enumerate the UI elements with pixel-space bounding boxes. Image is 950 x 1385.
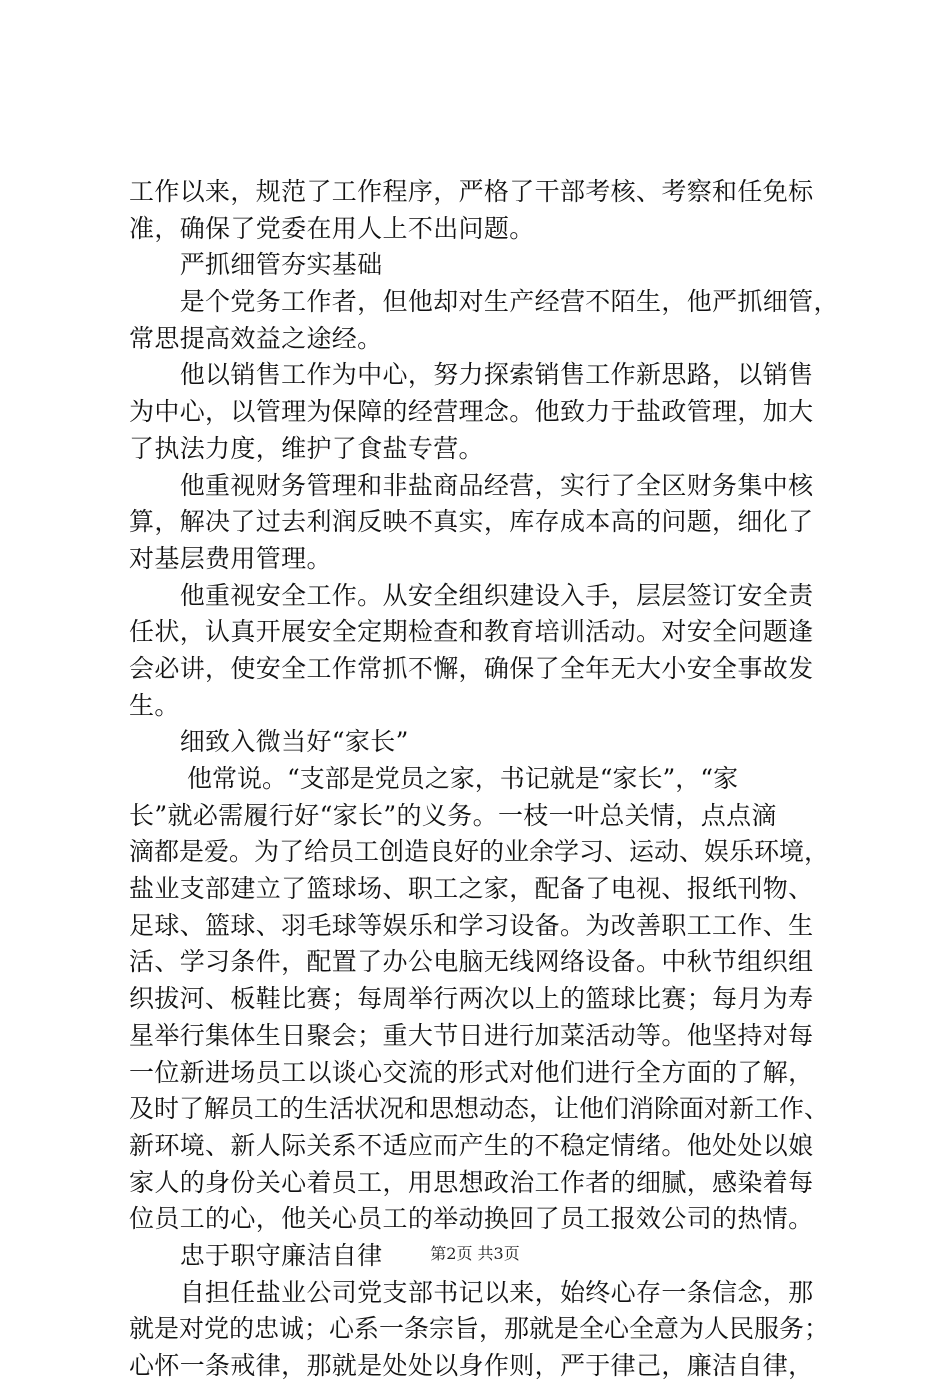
text-line: 就是对党的忠诚；心系一条宗旨，那就是全心全意为人民服务；	[129, 1314, 830, 1344]
text-line: 生。	[129, 690, 180, 720]
text-line: 足球、篮球、羽毛球等娱乐和学习设备。为改善职工工作、生	[129, 910, 814, 940]
text-line: 自担任盐业公司党支部书记以来，始终心存一条信念，那	[129, 1277, 814, 1307]
text-line: 是个党务工作者，但他却对生产经营不陌生，他严抓细管，	[129, 287, 839, 317]
text-line: 他以销售工作为中心，努力探索销售工作新思路，以销售	[129, 360, 814, 390]
text-line: 滴都是爱。为了给员工创造良好的业余学习、运动、娱乐环境，	[129, 837, 830, 867]
text-line: 位员工的心，他关心员工的举动换回了员工报效公司的热情。	[129, 1204, 814, 1234]
text-line: 心怀一条戒律，那就是处处以身作则，严于律己，廉洁自律，	[129, 1351, 814, 1380]
text-line: 活、学习条件，配置了办公电脑无线网络设备。中秋节组织组	[129, 947, 814, 977]
text-line: 任状，认真开展安全定期检查和教育培训活动。对安全问题逢	[129, 617, 814, 647]
text-line: 他重视财务管理和非盐商品经营，实行了全区财务集中核	[129, 470, 814, 500]
text-line: 盐业支部建立了篮球场、职工之家，配备了电视、报纸刊物、	[129, 874, 814, 904]
section-heading: 细致入微当好“家长”	[129, 727, 409, 757]
section-heading: 严抓细管夯实基础	[129, 250, 383, 280]
text-line: 家人的身份关心着员工，用思想政治工作者的细腻，感染着每	[129, 1167, 814, 1197]
text-line: 他常说。“支部是党员之家，书记就是“家长”，“家	[129, 764, 739, 793]
text-line: 了执法力度，维护了食盐专营。	[129, 433, 484, 463]
text-line: 会必讲，使安全工作常抓不懈，确保了全年无大小安全事故发	[129, 653, 814, 683]
section-heading: 忠于职守廉洁自律	[129, 1240, 383, 1270]
text-line: 及时了解员工的生活状况和思想动态，让他们消除面对新工作、	[129, 1094, 830, 1124]
text-line: 织拔河、板鞋比赛；每周举行两次以上的篮球比赛；每月为寿	[129, 984, 814, 1014]
text-line: 一位新进场员工以谈心交流的形式对他们进行全方面的了解，	[129, 1057, 814, 1087]
text-line: 长”就必需履行好“家长”的义务。一枝一叶总关情，点点滴	[129, 800, 777, 830]
text-line: 算，解决了过去利润反映不真实，库存成本高的问题，细化了	[129, 507, 814, 537]
text-line: 准，确保了党委在用人上不出问题。	[129, 213, 535, 243]
text-line: 工作以来，规范了工作程序，严格了干部考核、考察和任免标	[129, 177, 814, 206]
document-body	[129, 174, 839, 1385]
page-number-footer: 第2页 共3页	[430, 1244, 520, 1263]
text-line: 为中心，以管理为保障的经营理念。他致力于盐政管理，加大	[129, 397, 814, 427]
text-line: 常思提高效益之途经。	[129, 323, 383, 353]
text-line: 新环境、新人际关系不适应而产生的不稳定情绪。他处处以娘	[129, 1130, 814, 1160]
text-line: 对基层费用管理。	[129, 543, 332, 573]
text-line: 星举行集体生日聚会；重大节日进行加菜活动等。他坚持对每	[129, 1020, 814, 1050]
text-line: 他重视安全工作。从安全组织建设入手，层层签订安全责	[129, 580, 814, 610]
